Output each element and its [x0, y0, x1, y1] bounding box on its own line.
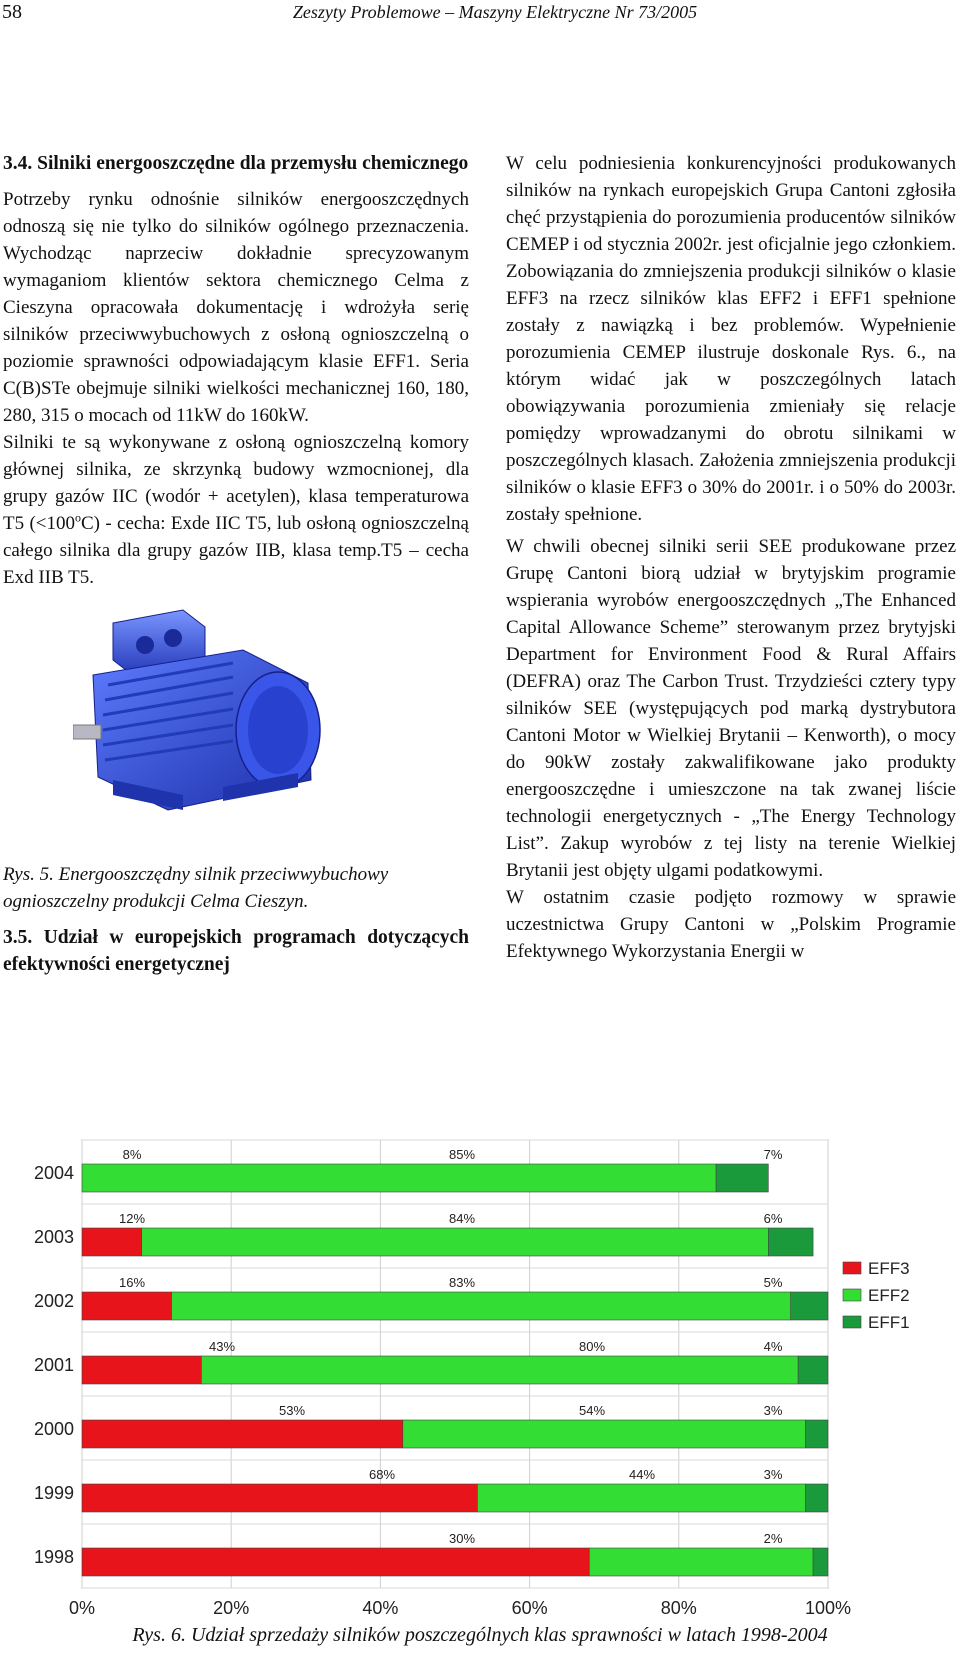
bar-eff3 [82, 1228, 142, 1256]
bar-eff2 [142, 1228, 769, 1256]
bar-eff2 [201, 1356, 798, 1384]
bar-eff1 [791, 1292, 828, 1320]
bar-eff1 [806, 1484, 828, 1512]
legend-swatch [843, 1289, 861, 1301]
data-label: 68% [368, 1467, 396, 1482]
bar-eff3 [82, 1548, 589, 1576]
journal-title: Zeszyty Problemowe – Maszyny Elektryczne Nr 73/2005 [292, 2, 698, 22]
data-label: 84% [448, 1211, 476, 1226]
figure-5-caption: Rys. 5. Energooszczędny silnik przeciwwybuchowy ognioszczelny produkcji Celma Cieszyn. [3, 864, 389, 912]
data-label: 8% [122, 1147, 142, 1162]
data-label: 43% [208, 1339, 236, 1354]
legend-label: EFF3 [868, 1259, 910, 1278]
page-header [0, 0, 960, 30]
paragraph: W ostatnim czasie podjęto rozmowy w sprawie uczestnictwa Grupy Cantoni w „Polskim Programie Efektywnego Wykorzystania Energii w [506, 887, 956, 962]
bar-eff2 [403, 1420, 806, 1448]
data-label: 5% [763, 1275, 783, 1290]
data-label: 4% [763, 1339, 783, 1354]
bar-eff3 [82, 1484, 477, 1512]
data-label: 7% [763, 1147, 783, 1162]
data-label: 12% [118, 1211, 146, 1226]
category-label: 2002 [33, 1291, 74, 1311]
superscript: o [75, 510, 81, 525]
bar-eff1 [798, 1356, 828, 1384]
bar-eff1 [768, 1228, 813, 1256]
bar-eff3 [82, 1356, 201, 1384]
category-label: 2003 [33, 1227, 74, 1247]
data-label: 6% [763, 1211, 783, 1226]
category-label: 2000 [33, 1419, 74, 1439]
electric-motor-image [73, 605, 343, 845]
bar-eff1 [806, 1420, 828, 1448]
section-heading-3-4: 3.4. Silniki energooszczędne dla przemysłu chemicznego [3, 153, 469, 174]
legend-label: EFF2 [868, 1286, 910, 1305]
x-tick-label: 20% [213, 1598, 250, 1618]
bar-eff2 [172, 1292, 791, 1320]
figure-6-caption: Rys. 6. Udział sprzedaży silników poszczególnych klas sprawności w latach 1998-2004 [132, 1624, 828, 1646]
bar-eff1 [716, 1164, 768, 1192]
left-column [3, 150, 469, 978]
x-tick-label: 80% [660, 1598, 697, 1618]
bar-eff3 [82, 1292, 172, 1320]
data-label: 44% [628, 1467, 656, 1482]
data-label: 80% [578, 1339, 606, 1354]
data-label: 53% [278, 1403, 306, 1418]
bar-eff3 [82, 1420, 403, 1448]
x-tick-label: 100% [804, 1598, 852, 1618]
data-label: 54% [578, 1403, 606, 1418]
legend-swatch [843, 1262, 861, 1274]
data-label: 2% [763, 1531, 783, 1546]
stacked-bar-chart [0, 1132, 960, 1622]
data-label: 85% [448, 1147, 476, 1162]
x-tick-label: 60% [511, 1598, 548, 1618]
category-label: 2001 [33, 1355, 74, 1375]
bar-eff2 [477, 1484, 805, 1512]
paragraph: Silniki te są wykonywane z osłoną ognioszczelną komory głównej silnika, ze skrzynką budowy wzmocnionej, dla grupy gazów IIC (wodór + acetylen), klasa temperaturowa T5 $(<100^oC)$ - cecha: Exde IIC T5, lub osłoną ognioszczelną całego silnika dla grupy gazów IIB, klasa temp.T5 – cecha Exd IIB T5. [3, 432, 469, 588]
right-column [506, 150, 956, 965]
page-number: 58 [2, 1, 22, 23]
category-label: 2004 [33, 1163, 74, 1183]
data-label: 3% [763, 1467, 783, 1482]
x-tick-label: 0% [68, 1598, 96, 1618]
bar-eff1 [813, 1548, 828, 1576]
legend-swatch [843, 1316, 861, 1328]
bar-eff2 [82, 1164, 716, 1192]
category-label: 1999 [33, 1483, 74, 1503]
data-label: 16% [118, 1275, 146, 1290]
paragraph: Potrzeby rynku odnośnie silników energooszczędnych odnoszą się nie tylko do silników ogólnego przeznaczenia. Wychodząc naprzeciw dokładnie sprecyzowanym wymaganiom klientów sektora chemicznego Celma z Cieszyna opracowała dokumentację i wdrożyła serię silników przeciwwybuchowych z osłoną ognioszczelną o poziomie sprawności odpowiadającym klasie EFF1. Seria C(B)STe obejmuje silniki wielkości mechanicznej 160, 180, 280, 315 o mocach od 11kW do 160kW. [3, 189, 469, 426]
data-label: 3% [763, 1403, 783, 1418]
category-label: 1998 [33, 1547, 74, 1567]
x-tick-label: 40% [362, 1598, 399, 1618]
data-label: 83% [448, 1275, 476, 1290]
data-label: 30% [448, 1531, 476, 1546]
figure-6-chart [0, 1132, 960, 1652]
section-heading-3-5: 3.5. Udział w europejskich programach dotyczących efektywności energetycznej [3, 927, 469, 975]
paragraph: W chwili obecnej silniki serii SEE produkowane przez Grupę Cantoni biorą udział w brytyjskim programie wspierania wyrobów energooszczędnych „The Enhanced Capital Allowance Scheme” sterowanym przez brytyjski Department for Environment Food & Rural Affairs (DEFRA) oraz The Carbon Trust. Trzydzieści cztery typy silników SEE (występujących pod marką dystrybutora Cantoni Motor w Wielkiej Brytanii – Kenworth), o mocy do 90kW zostały zakwalifikowane jako produkty energooszczędne i umieszczone na tak zwanej liście technologii energetycznych - „The Energy Technology List”. Zakup wyrobów z tej listy na terenie Wielkiej Brytanii jest objęty ulgami podatkowymi. [506, 536, 956, 881]
paragraph: W celu podniesienia konkurencyjności produkowanych silników na rynkach europejskich Grupa Cantoni zgłosiła chęć przystąpienia do porozumienia producentów silników CEMEP i od stycznia 2002r. jest oficjalnie jego członkiem. Zobowiązania do zmniejszenia produkcji silników o klasie EFF3 na rzecz silników klas EFF2 i EFF1 spełnione zostały z nawiązką i bez problemów. Wypełnienie porozumienia CEMEP ilustruje doskonale Rys. 6., na którym widać jak w poszczególnych latach obowiązywania porozumienia zmieniały się relacje pomiędzy wprowadzanymi do obrotu silnikami w poszczególnych klasach. Założenia zmniejszenia produkcji silników o klasie EFF3 o 30% do 2001r. i o 50% do 2003r. zostały spełnione. [506, 153, 956, 525]
bar-eff2 [589, 1548, 813, 1576]
legend-label: EFF1 [868, 1313, 910, 1332]
